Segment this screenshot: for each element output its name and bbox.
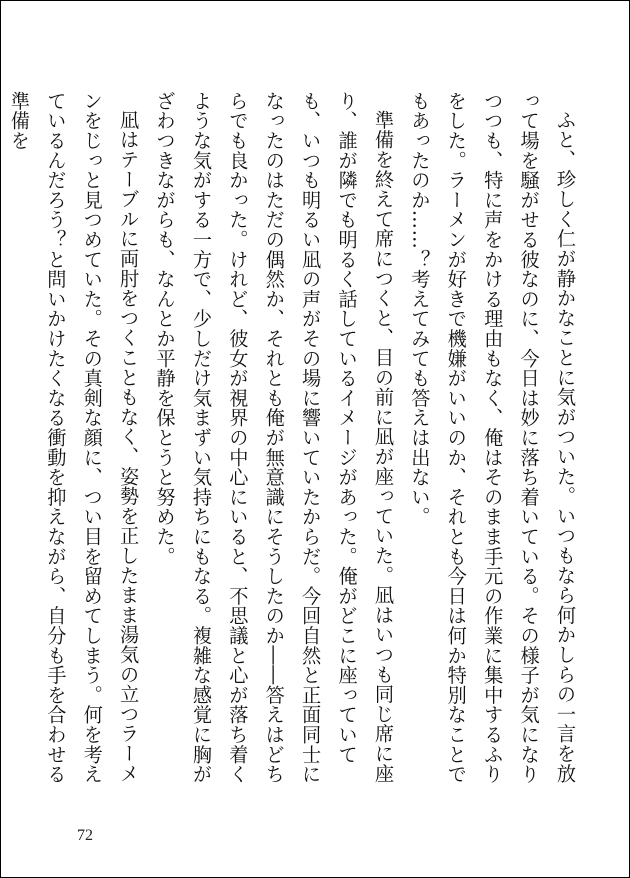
page-number: 72 xyxy=(77,827,93,844)
body-text xyxy=(1,91,584,795)
paragraph-2: 準備を終えて席につくと、目の前に凪が座っていた。凪はいつも同じ席に座り、誰が隣でも明るく話しているイメージがあった。俺がどこに座っていても、いつも明るい凪の声がその場に響いていたからだ。今回自然と正面同士になったのはただの偶然か、それとも俺が無意識にそうしたのか――答えはどちらでも良かった。けれど、彼女が視界の中心にいると、不思議と心が落ち着くような気がする一方で、少しだけ気まずい気持ちにもなる。複雑な感覚に胸がざわつきながらも、なんとか平静を保とうと努めた。 xyxy=(153,91,395,784)
paragraph-3: 凪はテーブルに両肘をつくこともなく、姿勢を正したまま湯気の立つラーメンをじっと見つめていた。その真剣な顔に、つい目を留めてしまう。何を考えているんだろう？と問いかけたくなる衝動を抑えながら、自分も手を合わせる準備を xyxy=(7,91,141,784)
paragraph-1: ふと、珍しく仁が静かなことに気がついた。いつもなら何かしらの一言を放って場を騒がせる彼なのに、今日は妙に落ち着いている。その様子が気になりつつも、特に声をかける理由もなく、俺はそのまま手元の作業に集中するふりをした。ラーメンが好きで機嫌がいいのか、それとも今日は何か特別なことでもあったのか……？考えてみても答えは出ない。 xyxy=(408,91,577,784)
